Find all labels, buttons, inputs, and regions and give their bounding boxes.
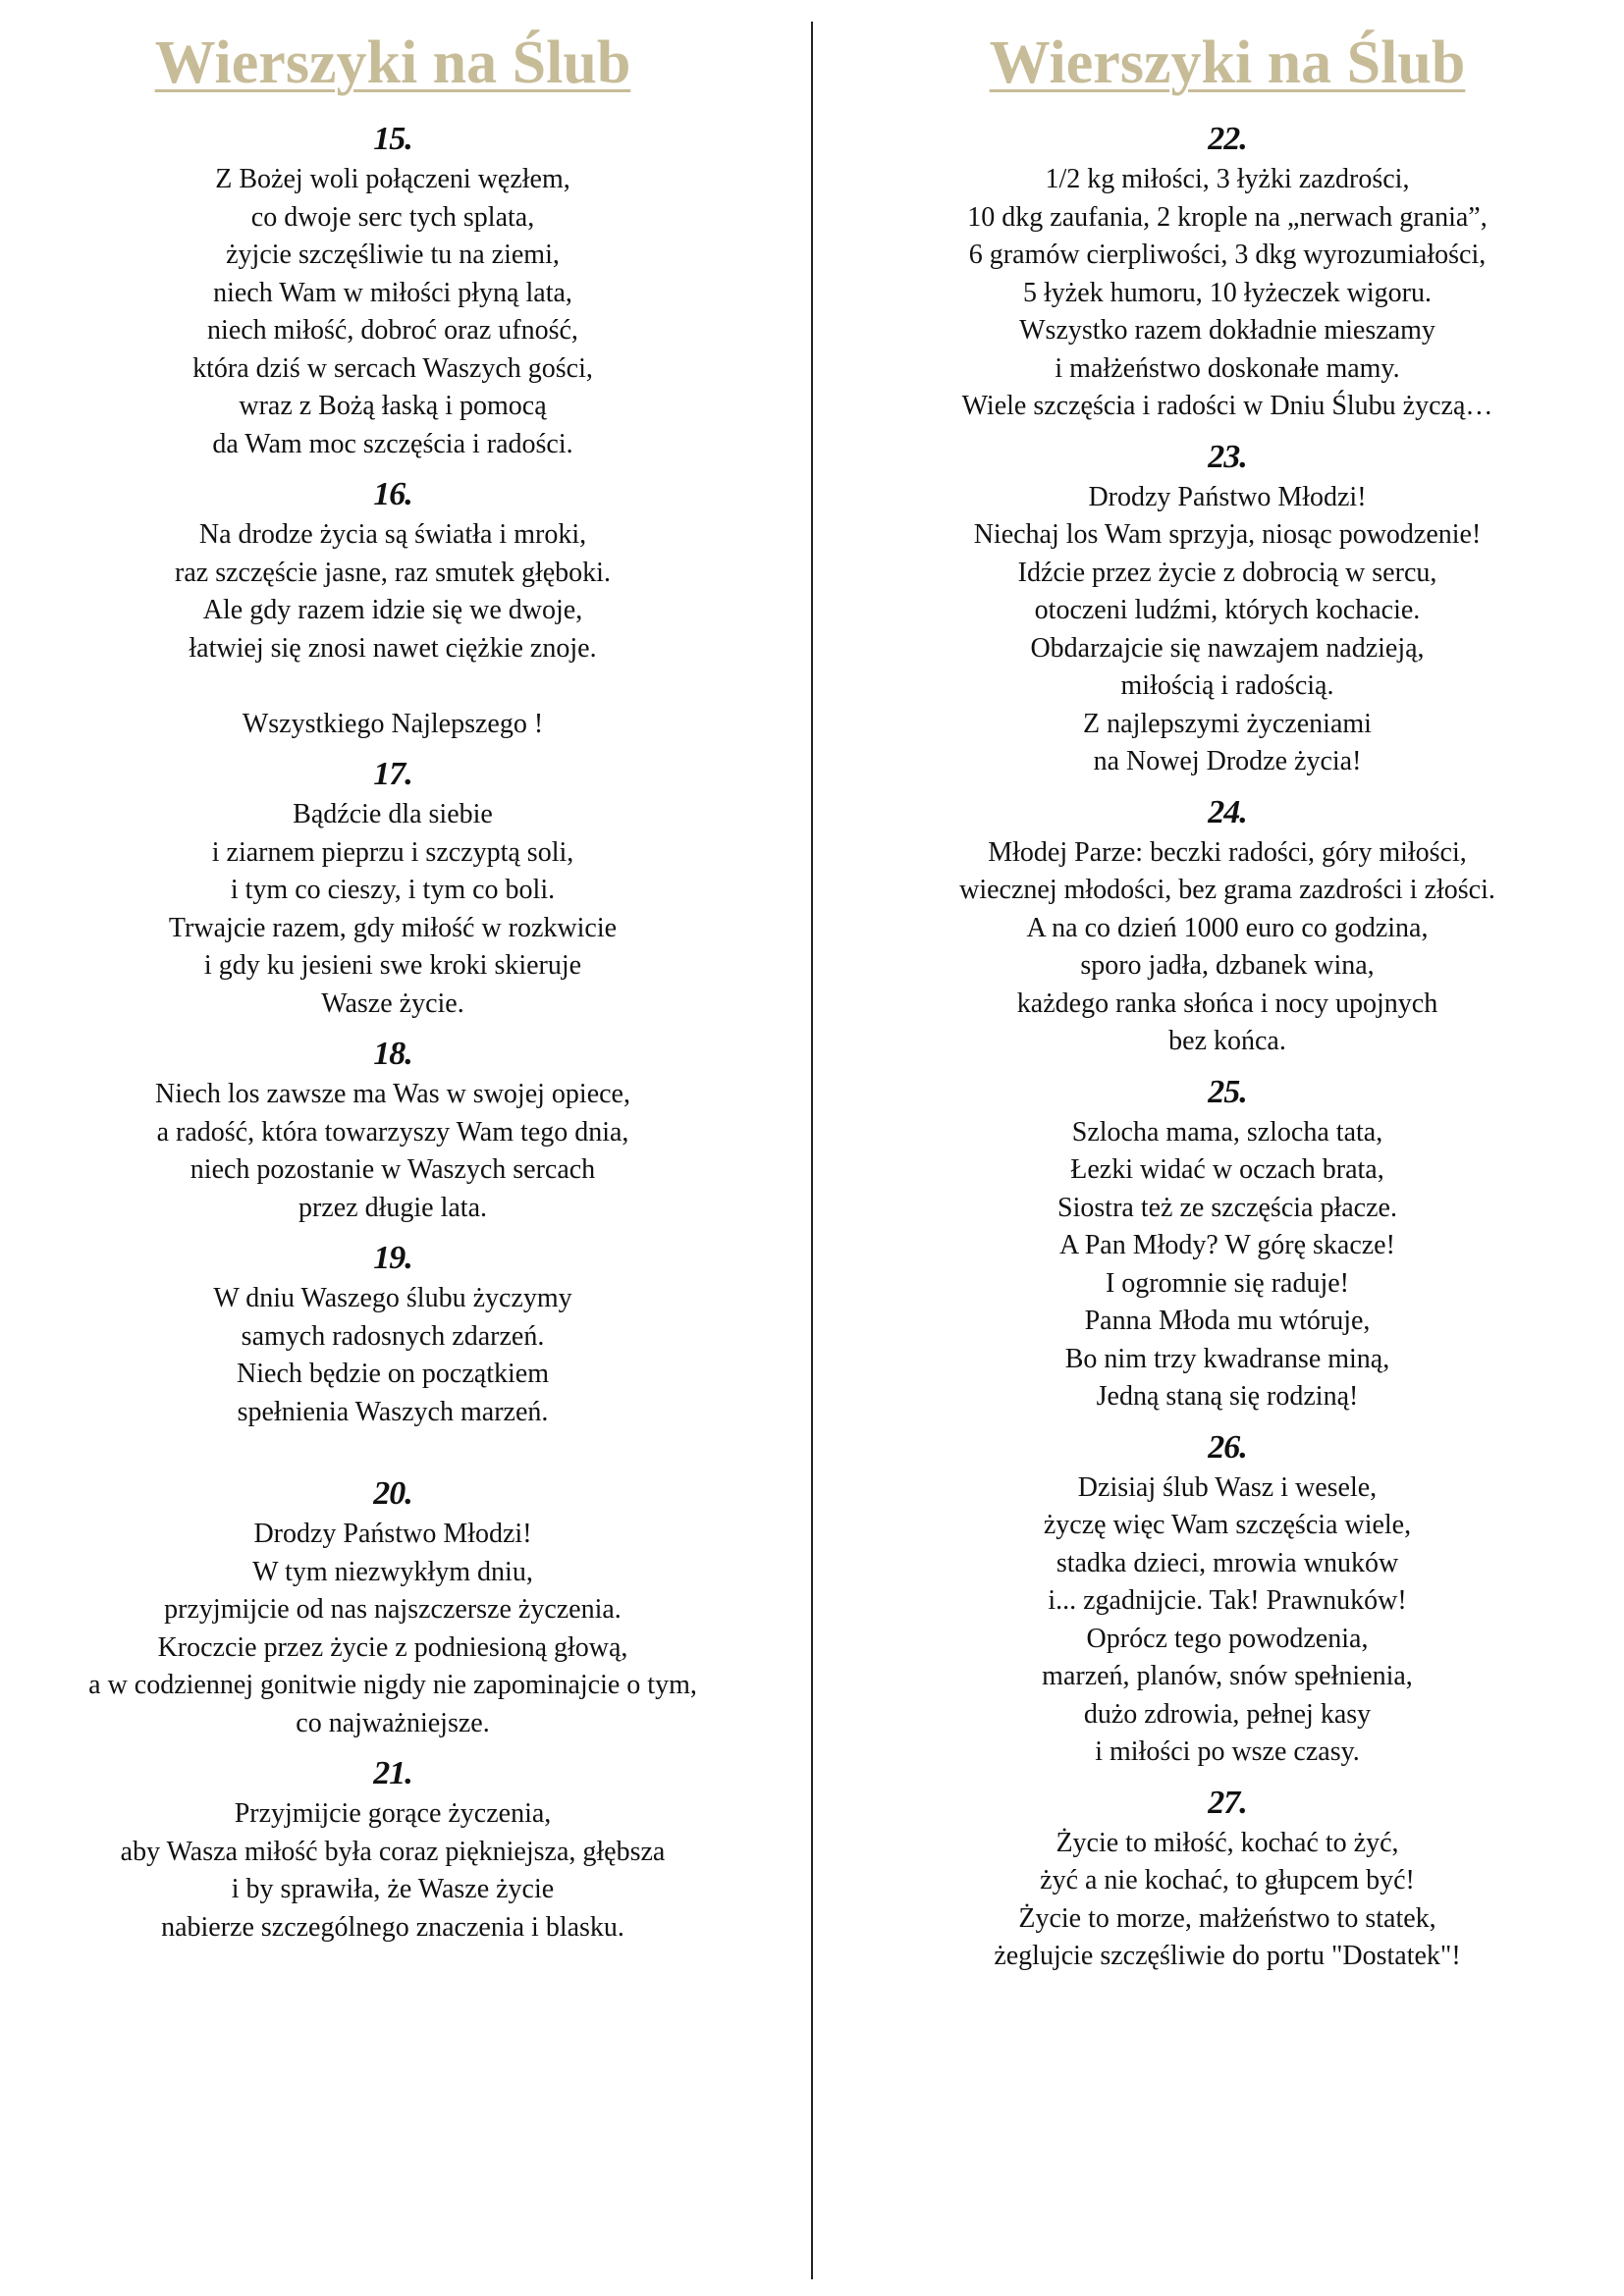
poem-line: żyjcie szczęśliwie tu na ziemi, (226, 240, 560, 270)
poem-line: niech miłość, dobroć oraz ufność, (207, 315, 578, 346)
poem-line: Drodzy Państwo Młodzi! (253, 1519, 532, 1549)
poem-line: Wasze życie. (321, 988, 464, 1019)
page-title-left: Wierszyki na Ślub (154, 29, 631, 96)
right-column (854, 0, 1600, 1976)
poem-line: W tym niezwykłym dniu, (252, 1556, 533, 1587)
poem-line: Wszystko razem dokładnie mieszamy (1019, 315, 1435, 346)
poem-line: Siostra też ze szczęścia płacze. (1057, 1192, 1397, 1223)
poem-line: a radość, która towarzyszy Wam tego dnia, (156, 1116, 629, 1148)
left-column (20, 0, 766, 1947)
poem-line: Niechaj los Wam sprzyja, niosąc powodzenie! (973, 519, 1482, 550)
poem-23 (854, 436, 1600, 781)
poem-line: aby Wasza miłość była coraz piękniejsza, głębsza (120, 1836, 666, 1867)
poem-number: 23. (1208, 438, 1247, 475)
poem-line: Szlocha mama, szlocha tata, (1071, 1116, 1383, 1148)
poem-line: Panna Młoda mu wtóruje, (1084, 1306, 1371, 1336)
poem-line: i ziarnem pieprzu i szczyptą soli, (211, 836, 574, 868)
poem-number: 22. (1208, 121, 1247, 157)
poem-line: A Pan Młody? W górę skacze! (1059, 1230, 1395, 1260)
poem-line: Bo nim trzy kwadranse miną, (1064, 1343, 1390, 1374)
poem-line: Niech będzie on początkiem (237, 1359, 549, 1389)
poem-line: Dzisiaj ślub Wasz i wesele, (1077, 1471, 1378, 1503)
poem-15 (20, 118, 766, 463)
poem-line: sporo jadła, dzbanek wina, (1080, 950, 1375, 981)
poem-number: 25. (1208, 1073, 1247, 1110)
poem-line: i gdy ku jesieni swe kroki skieruje (203, 950, 582, 981)
poem-number: 18. (373, 1036, 412, 1072)
poem-line: i tym co cieszy, i tym co boli. (230, 875, 556, 905)
poem-20 (20, 1472, 766, 1742)
poem-line: Bądźcie dla siebie (293, 799, 493, 829)
poem-26 (854, 1426, 1600, 1772)
poem-line: żyć a nie kochać, to głupcem być! (1040, 1865, 1415, 1896)
right-poems (854, 118, 1600, 1976)
poem-line: 6 gramów cierpliwości, 3 dkg wyrozumiałości, (968, 240, 1487, 270)
column-divider (811, 22, 813, 2279)
poem-line: Przyjmijcie gorące życzenia, (234, 1798, 552, 1829)
poem-line: i małżeństwo doskonałe mamy. (1055, 352, 1400, 384)
poem-line: A na co dzień 1000 euro co godzina, (1026, 912, 1429, 943)
poem-line: przyjmijcie od nas najszczersze życzenia. (164, 1594, 622, 1625)
poem-line: niech pozostanie w Waszych sercach (189, 1154, 596, 1185)
poem-line: Drodzy Państwo Młodzi! (1088, 481, 1367, 512)
poem-line: wraz z Bożą łaską i pomocą (239, 391, 547, 421)
page-title-right: Wierszyki na Ślub (989, 29, 1466, 96)
poem-line: niech Wam w miłości płyną lata, (213, 277, 572, 308)
poem-line: wiecznej młodości, bez grama zazdrości i złości. (959, 875, 1495, 905)
poem-number: 16. (373, 476, 412, 512)
poem-line: da Wam moc szczęścia i radości. (212, 428, 573, 459)
poem-line: W dniu Waszego ślubu życzymy (213, 1283, 572, 1313)
poem-line: która dziś w sercach Waszych gości, (192, 352, 593, 384)
poem-line: 1/2 kg miłości, 3 łyżki zazdrości, (1045, 164, 1410, 194)
poem-line: raz szczęście jasne, raz smutek głęboki. (175, 557, 611, 588)
poem-16 (20, 473, 766, 743)
poem-line: Wiele szczęścia i radości w Dniu Ślubu życzą… (961, 391, 1493, 421)
poem-line: 5 łyżek humoru, 10 łyżeczek wigoru. (1023, 277, 1432, 308)
poem-21 (20, 1752, 766, 1947)
poem-19 (20, 1237, 766, 1431)
poem-number: 21. (373, 1755, 412, 1791)
poem-line: i miłości po wsze czasy. (1095, 1736, 1360, 1767)
poem-line: a w codziennej gonitwie nigdy nie zapominajcie o tym, (88, 1670, 697, 1700)
poem-number: 17. (373, 756, 412, 792)
poem-line: i... zgadnijcie. Tak! Prawnuków! (1048, 1585, 1407, 1616)
poem-line: Młodej Parze: beczki radości, góry miłości, (988, 836, 1467, 868)
poem-line: samych radosnych zdarzeń. (241, 1320, 545, 1352)
poem-25 (854, 1071, 1600, 1416)
poem-line: otoczeni ludźmi, których kochacie. (1034, 595, 1421, 625)
poem-line: przez długie lata. (298, 1192, 487, 1223)
poem-line: Łezki widać w oczach brata, (1070, 1154, 1384, 1185)
poem-line: Wszystkiego Najlepszego ! (242, 708, 544, 739)
poem-number: 15. (373, 121, 412, 157)
poem-line: łatwiej się znosi nawet ciężkie znoje. (189, 632, 597, 664)
poem-line: dużo zdrowia, pełnej kasy (1083, 1698, 1372, 1730)
poem-line: 10 dkg zaufania, 2 krople na „nerwach grania”, (967, 201, 1488, 233)
poem-17 (20, 753, 766, 1023)
poem-line: Z Bożej woli połączeni węzłem, (215, 164, 570, 194)
poem-line: Niech los zawsze ma Was w swojej opiece, (155, 1079, 630, 1109)
poem-line: co najważniejsze. (296, 1707, 490, 1738)
poem-line: Życie to morze, małżeństwo to statek, (1018, 1902, 1436, 1934)
poem-line: Ale gdy razem idzie się we dwoje, (202, 595, 583, 625)
poem-line: spełnienia Waszych marzeń. (237, 1396, 549, 1427)
poem-line: życzę więc Wam szczęścia wiele, (1043, 1510, 1412, 1540)
poem-line: marzeń, planów, snów spełnienia, (1042, 1661, 1413, 1691)
poem-number: 27. (1208, 1784, 1247, 1821)
left-poems (20, 118, 766, 1947)
poem-line: każdego ranka słońca i nocy upojnych (1016, 988, 1438, 1019)
poem-22 (854, 118, 1600, 426)
poem-27 (854, 1782, 1600, 1976)
poem-number: 26. (1208, 1428, 1247, 1466)
poem-18 (20, 1033, 766, 1227)
poem-24 (854, 791, 1600, 1061)
poem-line: stadka dzieci, mrowia wnuków (1056, 1547, 1399, 1578)
poem-line (20, 667, 766, 706)
poem-line: Obdarzajcie się nawzajem nadzieją, (1030, 632, 1425, 664)
poem-line: i by sprawiła, że Wasze życie (231, 1874, 555, 1904)
poem-line: bez końca. (1168, 1026, 1286, 1056)
poem-line: miłością i radością. (1120, 670, 1334, 701)
poem-line: Oprócz tego powodzenia, (1086, 1623, 1369, 1654)
poem-line: Życie to miłość, kochać to żyć, (1056, 1827, 1399, 1858)
poem-number: 24. (1208, 793, 1247, 830)
poem-line: Na drodze życia są światła i mroki, (198, 519, 587, 550)
poem-line: Jedną staną się rodziną! (1096, 1381, 1359, 1412)
poem-line: nabierze szczególnego znaczenia i blasku. (161, 1911, 624, 1943)
poem-line: Idźcie przez życie z dobrocią w sercu, (1017, 557, 1437, 588)
poem-number: 20. (373, 1475, 412, 1512)
poem-line: na Nowej Drodze życia! (1093, 746, 1362, 776)
poem-line: Kroczcie przez życie z podniesioną głową, (157, 1631, 628, 1663)
poem-line: żeglujcie szczęśliwie do portu "Dostatek"! (994, 1941, 1461, 1971)
poem-line: co dwoje serc tych splata, (250, 201, 535, 233)
poem-line: I ogromnie się raduje! (1105, 1267, 1350, 1299)
poem-number: 19. (373, 1240, 412, 1276)
poem-line: Trwajcie razem, gdy miłość w rozkwicie (168, 912, 618, 943)
poem-line: Z najlepszymi życzeniami (1083, 708, 1372, 739)
